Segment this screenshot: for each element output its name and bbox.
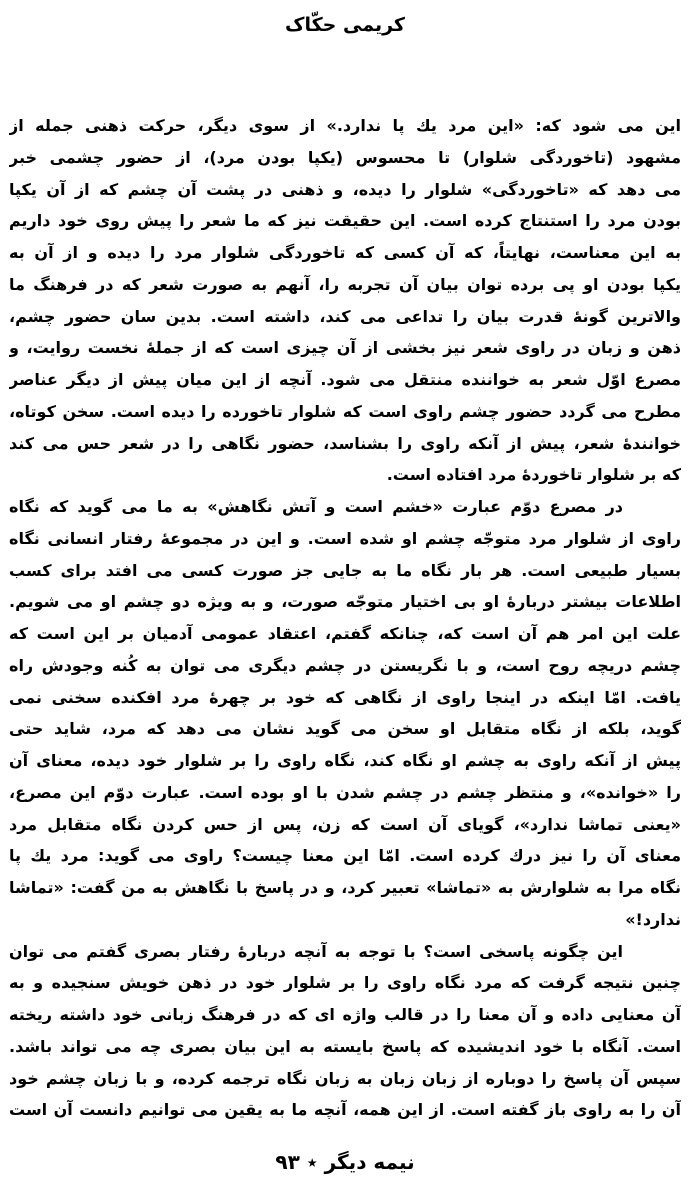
text-line: چشم دریچه روح است، و با نگریستن در چشم دیگری می توان به کُنه وجودش راه <box>9 655 681 675</box>
text-line: ذهن و زبان در راوی شعر نیز بخشی از آن چیزی است که از جملهٔ نخست روایت، و <box>9 338 681 358</box>
text-line: یافت. امّا اینکه در اینجا راوی از نگاهی که خود بر چهرهٔ مرد افکنده سخنی نمی <box>9 687 681 707</box>
text-line: بسیار طبیعی است. هر بار نگاه ما به جایی جز صورت کسی می افتد برای کسب <box>9 560 681 580</box>
text-line: خوانندهٔ شعر، پیش از آنکه راوی را بشناسد، حضور نگاهی را در شعر حس می کند <box>9 433 681 453</box>
text-line: مشهود (تاخوردگی شلوار) تا محسوس (یکپا بودن مرد)، از حضور چشمی خبر <box>9 147 681 167</box>
text-line: بودن مرد را استنتاج کرده است. این حقیقت نیز که ما شعر را پیش روی خود داریم <box>9 211 681 231</box>
text-line: پیش از آنکه راوی به چشم او نگاه کند، نگاه راوی را بر شلوار خود دیده، معنای آن <box>9 751 681 770</box>
text-line: معنای آن را نیز درك کرده است. امّا این معنا چیست؟ راوی می گوید: مرد یك پا <box>9 846 681 866</box>
text-line: علت این امر هم آن است که، چنانکه گفتم، اعتقاد عمومی آدمیان بر این است که <box>9 624 681 643</box>
text-line: آن معنایی داده و آن معنا را در قالب واژه ای که در فرهنگ زبانی خود داشته ریخته <box>9 1005 681 1024</box>
text-line: اطلاعات بیشتر دربارهٔ او بی اختیار متوجّه صورت، و به ویژه دو چشم او می شویم. <box>9 592 681 612</box>
text-line: سپس آن پاسخ را دوباره از زبان زبان به زبان نگاه ترجمه کرده، و با زبان چشم خود <box>9 1068 681 1088</box>
text-line: است. آنگاه با خود اندیشیده که پاسخ بایسته به این بیان بصری چه می تواند باشد. <box>9 1036 681 1056</box>
text-line: این می شود که: «این مرد یك پا ندارد.» از سوی دیگر، حرکت ذهنی جمله از <box>9 116 681 135</box>
text-line: می دهد که «تاخوردگی» شلوار را دیده، و ذهنی در پشت آن چشم که از آن یکپا <box>9 179 681 199</box>
text-line: گوید، بلکه از نگاه متقابل او سخن می گوید نشان می دهد که مرد، شاید حتی <box>9 719 681 739</box>
text-line: در مصرع دوّم عبارت «خشم است و آتش نگاهش» به ما می گوید که نگاه <box>9 497 623 516</box>
page-footer: نیمه دیگر ٭ ۹۳ <box>275 1150 415 1174</box>
page-title: کریمی حکّاک <box>285 14 405 36</box>
text-line: یکپا بودن او پی برده توان بیان آن تجربه را، آنهم به صورت شعر که در فرهنگ ما <box>9 274 681 294</box>
text-line: مصرع اوّل شعر به خواننده منتقل می شود. آنچه از این میان پیش از دیگر عناصر <box>9 370 681 389</box>
text-line: نگاه مرا به شلوارش به «تماشا» تعبیر کرد، و در پاسخ با نگاهش به من گفت: «تماشا <box>9 878 681 897</box>
text-line: را «خوانده»، و منتظر چشم در چشم شدن با او بوده است. عبارت دوّم این مصرع، <box>9 782 681 802</box>
text-line: این چگونه پاسخی است؟ با توجه به آنچه دربارهٔ رفتار بصری گفتم می توان <box>9 941 623 961</box>
text-line: به این معناست، نهایتاً، که آن کسی که تاخوردگی شلوار مرد را دیده و از آن به <box>9 243 681 262</box>
text-line: آن را به راوی باز گفته است. از این همه، آنچه ما به یقین می توانیم دانست آن است <box>9 1100 681 1120</box>
text-line: «یعنی تماشا ندارد»، گویای آن است که زن، پس از حس کردن نگاه متقابل مرد <box>9 814 681 834</box>
text-line: والاترین گونهٔ قدرت بیان را تداعی می کند، داشته است. بدین سان حضور چشم، <box>9 306 681 326</box>
text-line: ندارد!» <box>625 909 681 929</box>
document-body <box>9 110 681 1126</box>
text-line: مطرح می گردد حضور چشم راوی است که شلوار تاخورده را دیده است. سخن کوتاه، <box>9 401 681 421</box>
text-line: چنین نتیجه گرفت که مرد نگاه راوی را بر شلوار خود در ذهن خویش سنجیده و به <box>9 973 681 993</box>
text-line: راوی از شلوار مرد متوجّه چشم او شده است. و این در مجموعهٔ رفتار انسانی نگاه <box>9 528 681 548</box>
text-line: که بر شلوار تاخوردهٔ مرد افتاده است. <box>386 465 681 485</box>
